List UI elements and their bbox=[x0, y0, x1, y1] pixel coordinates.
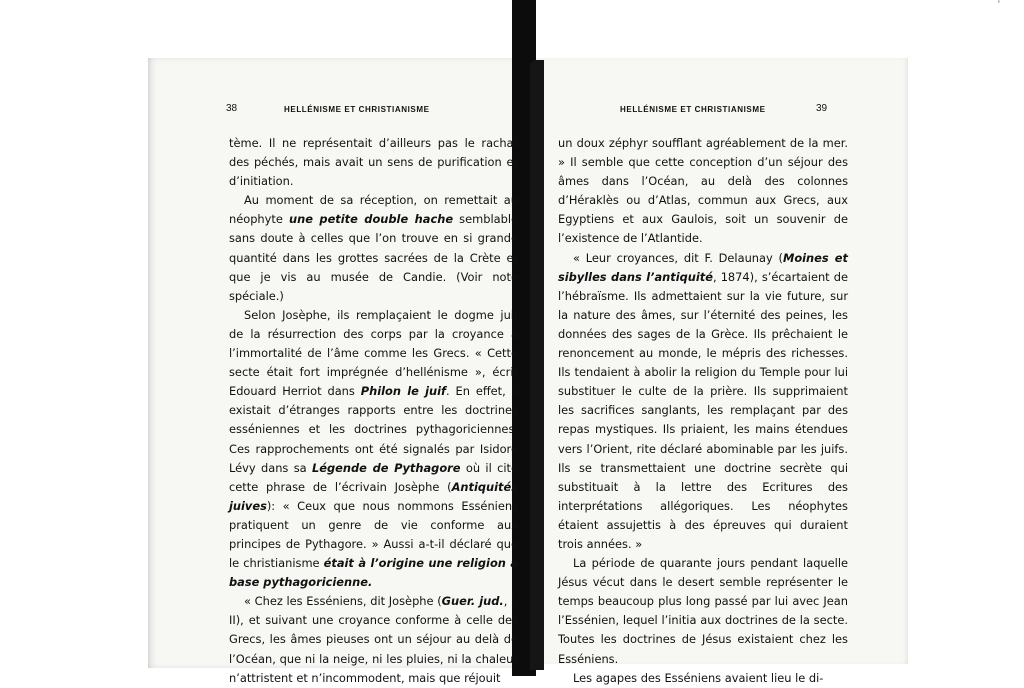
left-running-head: HELLÉNISME ET CHRISTIANISME bbox=[284, 105, 430, 114]
page-edge-shadow bbox=[530, 60, 544, 670]
text-segment: Selon Josèphe, ils remplaçaient le dogme juif de la résurrection des corps par la croyance à l’immortalité de l’âme comme les Grecs. « Cette secte était fort imprégnée d’hellénisme », écrit Edouard Herriot dans bbox=[229, 307, 518, 399]
text-segment: semblable sans doute à celles que l’on trouve en si grande quantité dans les grottes sacrées de la Crète et que je vis au musée de Candie. (Voir note spéciale.) bbox=[229, 212, 518, 303]
text-segment: , 1874), s’écartaient de l’hébraïsme. Ils admettaient sur la vie future, sur la nature des âmes, sur l’éternité des peines, les données des sages de la Grèce. Ils prêchaient le renoncement au monde, le mépris des richesses. Ils tendaient à abolir la religion du Temple pour lui substituer le culte de la prière. Ils supprimaient les sacrifices sanglants, les remplaçant par des repas mystiques. Ils priaient, les mains étendues vers l’Orient, rite déclaré abominable par les juifs. Ils se transmettaient une doctrine secrète qui substituait à la lettre des Ecritures des interprétations allégoriques. Les néophytes étaient assujettis à des épreuves qui duraient trois années. » bbox=[558, 269, 849, 551]
paragraph bbox=[558, 669, 848, 688]
italic-text: Moines et sibylles dans l’antiquité bbox=[558, 250, 848, 284]
italic-text: Guer. jud. bbox=[441, 594, 504, 609]
italic-text: une petite double hache bbox=[289, 212, 454, 227]
text-segment: où il cite cette phrase de l’écrivain Josèphe ( bbox=[229, 460, 519, 494]
left-page-body bbox=[229, 134, 518, 688]
paragraph bbox=[229, 191, 518, 306]
right-page-header bbox=[620, 104, 830, 118]
left-page-header bbox=[226, 104, 516, 118]
right-page-body bbox=[558, 134, 848, 688]
italic-text: Légende de Pythagore bbox=[312, 460, 461, 475]
text-segment: Au moment de sa réception, on remettait au néophyte bbox=[229, 193, 518, 227]
left-page-number: 38 bbox=[226, 103, 238, 114]
paragraph bbox=[229, 306, 518, 592]
text-segment: La période de quarante jours pendant laquelle Jésus vécut dans le desert semble représenter le temps beaucoup plus long passé par lui avec Jean l’Essénien, lequel l’initia aux doctrines de la secte. Toutes les doctrines de Jésus existaient chez les Esséniens. bbox=[558, 556, 848, 666]
text-segment: ): « Ceux que nous nommons Esséniens pratiquent un genre de vie conforme aux principes de Pythagore. » Aussi a-t-il déclaré que le christianisme bbox=[229, 498, 518, 571]
corner-mark: ʼ bbox=[997, 0, 1000, 11]
italic-text: était à l’origine une religion à base pythagoricienne. bbox=[229, 556, 519, 590]
text-segment: tème. Il ne représentait d’ailleurs pas le rachat des péchés, mais avait un sens de purification et d’initiation. bbox=[229, 136, 518, 189]
paragraph bbox=[558, 554, 848, 669]
right-running-head: HELLÉNISME ET CHRISTIANISME bbox=[620, 105, 766, 114]
text-segment: , I, II), et suivant une croyance conforme à celle des Grecs, les âmes pieuses ont un séjour au delà de l’Océan, que ni la neige, ni les pluies, ni la chaleur n’attristent et n’incommodent, mais que réjouit bbox=[229, 594, 518, 685]
paragraph bbox=[229, 592, 518, 687]
text-segment: Les agapes des Esséniens avaient lieu le di- bbox=[573, 670, 824, 685]
text-segment: . En effet, il existait d’étranges rapports entre les doctrines esséniennes et les doctrines pythagoriciennes. Ces rapprochements ont été signalés par Isidore Lévy dans sa bbox=[229, 384, 519, 475]
paragraph bbox=[229, 134, 518, 191]
text-segment: un doux zéphyr soufflant agréablement de la mer. » Il semble que cette conception d’un séjour des âmes dans l’Océan, au delà des colonnes d’Héraklès ou d’Atlas, commun aux Grecs, aux Egyptiens et aux Gaulois, soit un souvenir de l’existence de l’Atlantide. bbox=[558, 136, 848, 246]
text-segment: « Chez les Esséniens, dit Josèphe ( bbox=[244, 594, 442, 609]
italic-text: Antiquités juives bbox=[229, 479, 518, 513]
italic-text: Philon le juif bbox=[360, 384, 446, 399]
paragraph bbox=[558, 134, 848, 249]
text-segment: « Leur croyances, dit F. Delaunay ( bbox=[573, 250, 783, 265]
paragraph bbox=[558, 249, 848, 555]
right-page-number: 39 bbox=[816, 103, 828, 114]
